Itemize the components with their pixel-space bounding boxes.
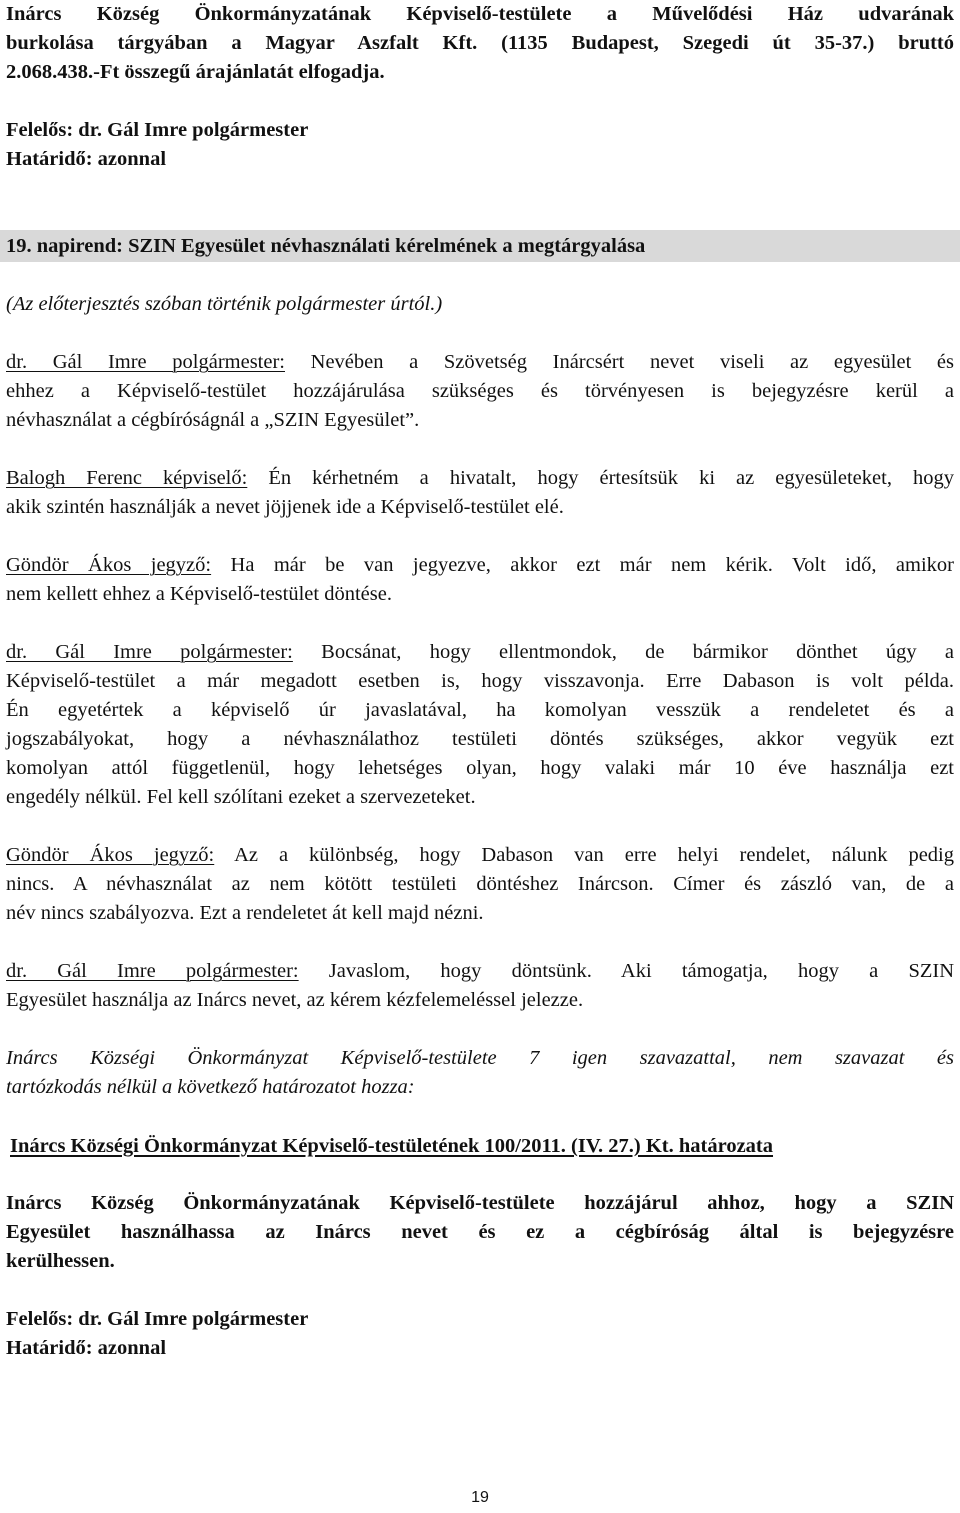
text-line: tartózkodás nélkül a következő határozatot hozza: [6, 1076, 415, 1098]
text-line: burkolása tárgyában a Magyar Aszfalt Kft. (1135 Budapest, Szegedi út 35-37.) bruttó [6, 32, 954, 54]
previous-resolution-text [6, 0, 954, 87]
speech-paragraph [6, 348, 954, 435]
text-line: Egyesület használhassa az Inárcs nevet és ez a cégbíróság által is bejegyzésre [6, 1221, 954, 1243]
text-line: Inárcs Község Önkormányzatának Képviselő-testülete a Művelődési Ház udvarának [6, 3, 954, 25]
text-line: komolyan attól függetlenül, hogy lehetséges olyan, hogy valaki már 10 éve használja ezt [6, 757, 954, 779]
speaker-name: dr. Gál Imre polgármester: [6, 960, 299, 982]
speaker-name: Göndör Ákos jegyző: [6, 554, 212, 576]
responsible-line: Felelős: dr. Gál Imre polgármester [6, 119, 309, 141]
speech-paragraph [6, 957, 954, 1015]
text-line: dr. Gál Imre polgármester: Javaslom, hogy döntsünk. Aki támogatja, hogy a SZIN [6, 960, 955, 982]
text-line: 2.068.438.-Ft összegű árajánlatát elfogadja. [6, 61, 385, 83]
deadline-line: Határidő: azonnal [6, 1337, 167, 1359]
text-line: Egyesület használja az Inárcs nevet, az kérem kézfelemeléssel jelezze. [6, 989, 584, 1011]
vote-statement [6, 1044, 954, 1102]
decision-body [6, 1189, 954, 1276]
text-line: jogszabályokat, hogy a névhasználathoz testületi döntés szükséges, akkor vegyük ezt [6, 728, 954, 750]
speaker-name: dr. Gál Imre polgármester: [6, 351, 285, 373]
text-line: nincs. A névhasználat az nem kötött testületi döntéshez Inárcson. Címer és zászló van, de a [6, 873, 954, 895]
text-line: engedély nélkül. Fel kell szólítani ezeket a szervezeteket. [6, 786, 476, 808]
speech-paragraph [6, 638, 954, 812]
responsible-line: Felelős: dr. Gál Imre polgármester [6, 1308, 309, 1330]
agenda-note: (Az előterjesztés szóban történik polgármester úrtól.) [6, 293, 443, 315]
speaker-name: Balogh Ferenc képviselő: [6, 467, 248, 489]
text-line: akik szintén használják a nevet jöjjenek ide a Képviselő-testület elé. [6, 496, 564, 518]
speaker-name: Göndör Ákos jegyző: [6, 844, 215, 866]
agenda-heading: 19. napirend: SZIN Egyesület névhasználati kérelmének a megtárgyalása [6, 235, 646, 257]
text-line: névhasználat a cégbíróságnál a „SZIN Egyesület”. [6, 409, 420, 431]
text-line: dr. Gál Imre polgármester: Bocsánat, hogy ellentmondok, de bármikor dönthet úgy a [6, 641, 954, 663]
agenda-heading-band [0, 230, 960, 262]
text-line: ehhez a Képviselő-testület hozzájárulása szükséges és törvényesen is bejegyzésre kerül a [6, 380, 954, 402]
speech-paragraph [6, 841, 954, 928]
decision-responsibility [6, 1305, 954, 1363]
speech-paragraph [6, 464, 954, 522]
text-line: kerülhessen. [6, 1250, 115, 1272]
text-line: Göndör Ákos jegyző: Az a különbség, hogy Dabason van erre helyi rendelet, nálunk pedig [6, 844, 954, 866]
text-line: Inárcs Község Önkormányzatának Képviselő-testülete hozzájárul ahhoz, hogy a SZIN [6, 1192, 954, 1214]
deadline-line: Határidő: azonnal [6, 148, 167, 170]
decision-title: Inárcs Községi Önkormányzat Képviselő-testületének 100/2011. (IV. 27.) Kt. határozata [10, 1135, 774, 1157]
text-line: Képviselő-testület a már megadott esetben is, hogy visszavonja. Erre Dabason is volt példa. [6, 670, 954, 692]
speaker-name: dr. Gál Imre polgármester: [6, 641, 293, 663]
text-line: Balogh Ferenc képviselő: Én kérhetném a hivatalt, hogy értesítsük ki az egyesületeket, hogy [6, 467, 954, 489]
text-line: dr. Gál Imre polgármester: Nevében a Szövetség Inárcsért nevet viseli az egyesület és [6, 351, 954, 373]
text-line: név nincs szabályozva. Ezt a rendeletet át kell majd nézni. [6, 902, 484, 924]
speech-paragraph [6, 551, 954, 609]
previous-resolution-responsibility [6, 116, 954, 174]
text-line: Inárcs Községi Önkormányzat Képviselő-testülete 7 igen szavazattal, nem szavazat és [6, 1047, 954, 1069]
text-line: Én egyetértek a képviselő úr javaslatával, ha komolyan vesszük a rendeletet és a [6, 699, 954, 721]
page-number: 19 [471, 1489, 489, 1506]
text-line: Göndör Ákos jegyző: Ha már be van jegyezve, akkor ezt már nem kérik. Volt idő, amikor [6, 554, 954, 576]
text-line: nem kellett ehhez a Képviselő-testület döntése. [6, 583, 392, 605]
